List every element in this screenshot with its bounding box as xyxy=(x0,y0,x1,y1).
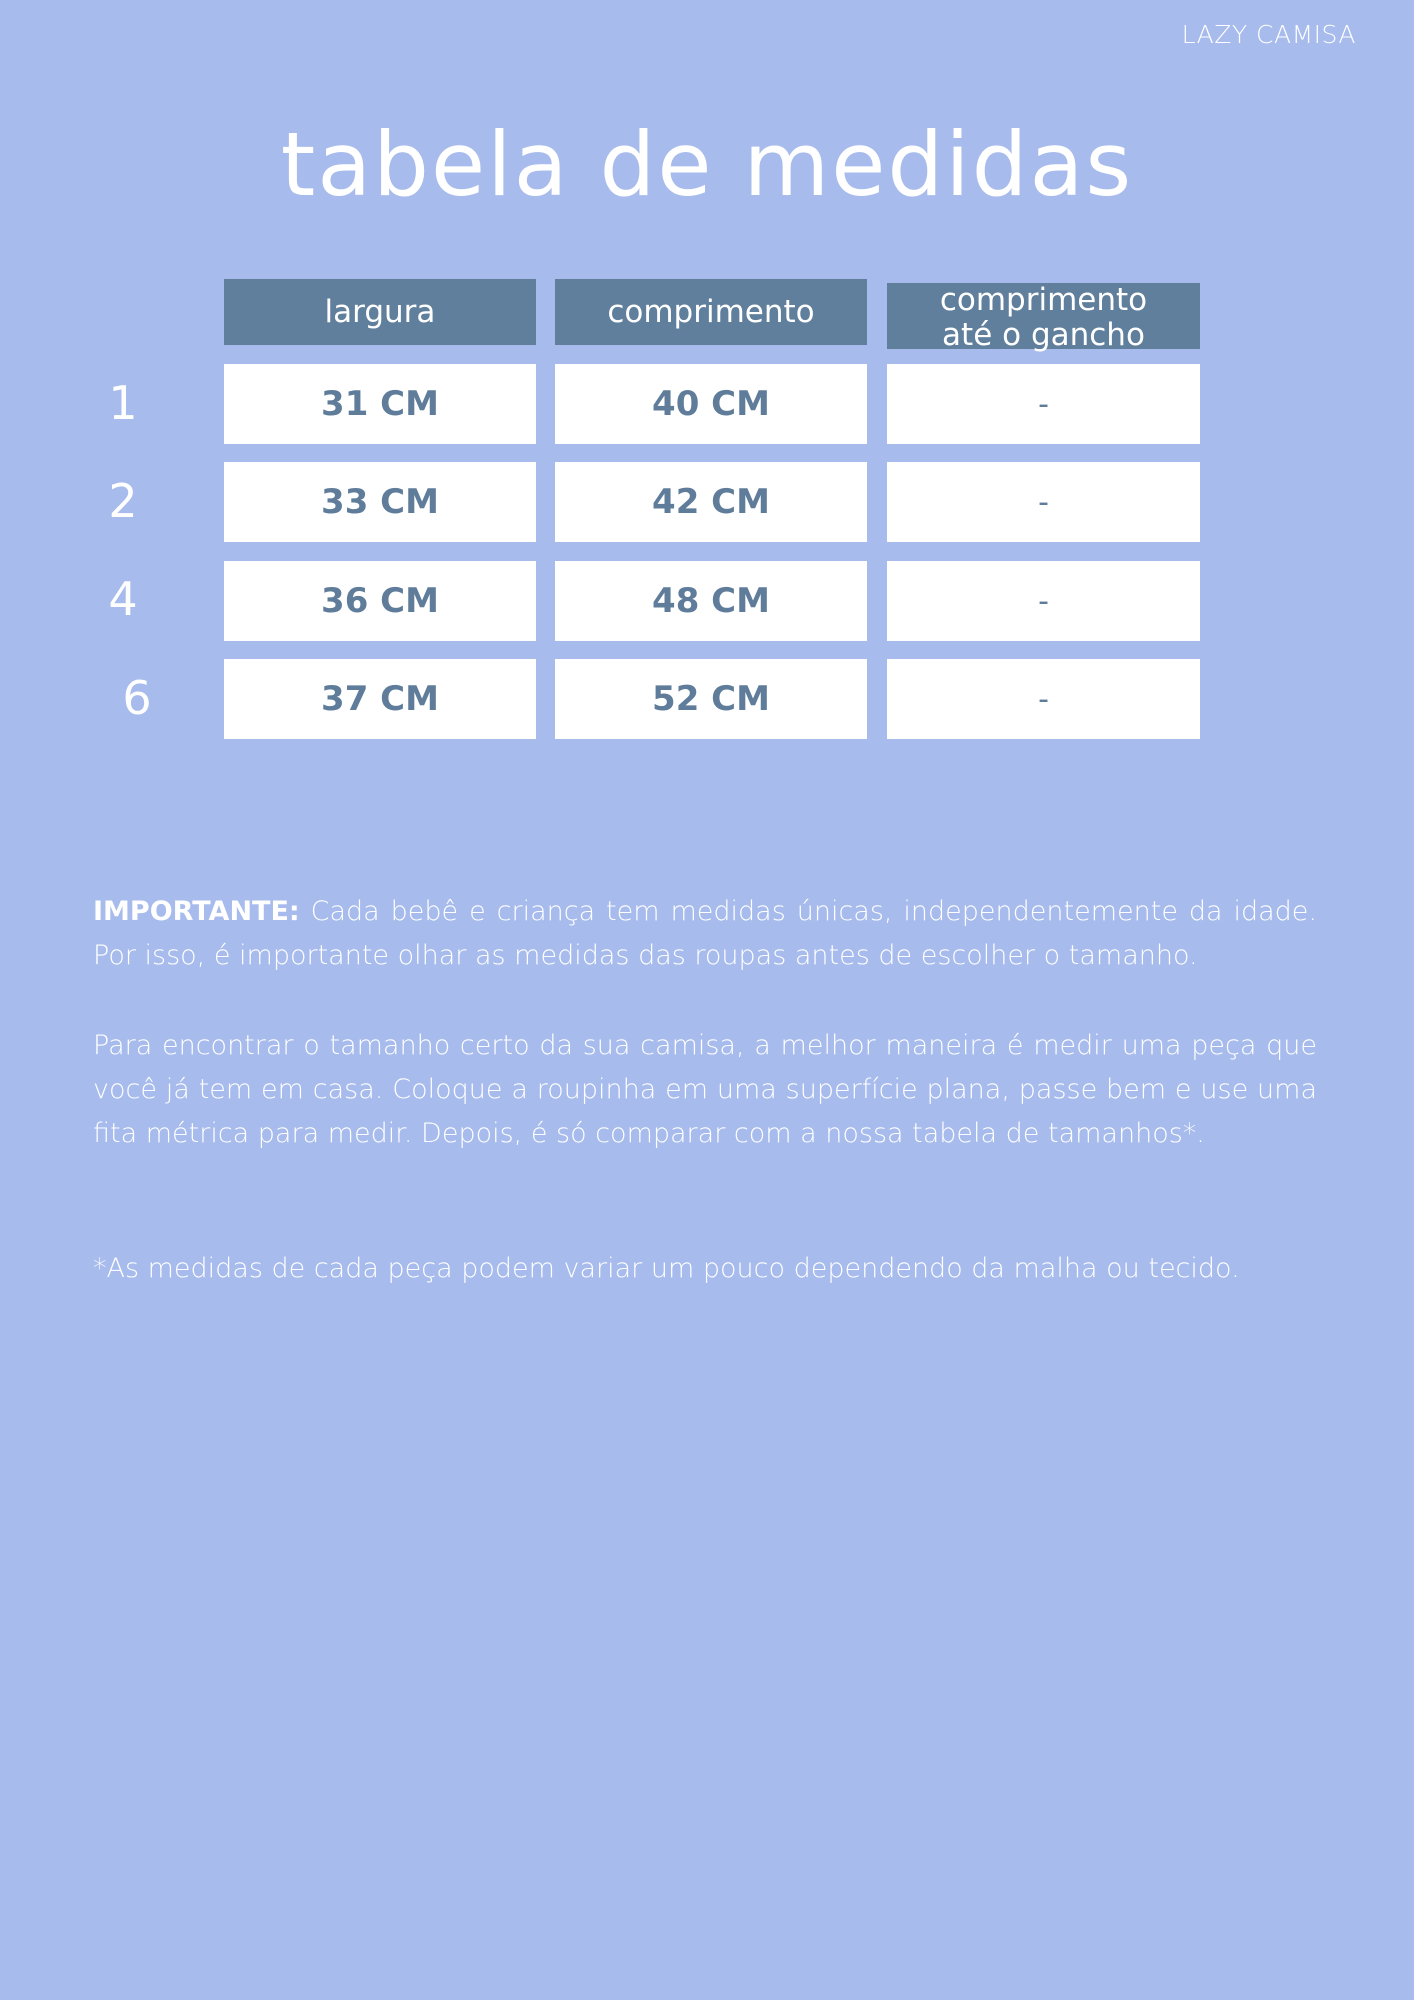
important-label: IMPORTANTE: xyxy=(93,896,300,927)
cell-crotch: - xyxy=(887,364,1200,444)
page-title: tabela de medidas xyxy=(280,113,1134,216)
cell-length: 52 CM xyxy=(555,659,867,739)
row-size-label: 2 xyxy=(108,474,138,528)
cell-width: 33 CM xyxy=(224,462,536,542)
cell-crotch: - xyxy=(887,462,1200,542)
row-size-label: 4 xyxy=(108,572,138,626)
measuring-instructions: Para encontrar o tamanho certo da sua camisa, a melhor maneira é medir uma peça que você já tem em casa. Coloque a roupinha em uma superfície plana, passe bem e use uma fita métrica para medir. Depois, é só comparar com a nossa tabela de tamanhos*. xyxy=(93,1030,1317,1149)
brand-name: LAZY CAMISA xyxy=(1181,20,1356,49)
cell-length: 40 CM xyxy=(555,364,867,444)
cell-width: 31 CM xyxy=(224,364,536,444)
cell-length: 42 CM xyxy=(555,462,867,542)
cell-crotch: - xyxy=(887,659,1200,739)
important-note xyxy=(93,890,1317,978)
row-size-label: 1 xyxy=(108,376,138,430)
footnote: *As medidas de cada peça podem variar um pouco dependendo da malha ou tecido. xyxy=(93,1253,1240,1284)
cell-length: 48 CM xyxy=(555,561,867,641)
row-size-label: 6 xyxy=(122,671,152,725)
cell-crotch: - xyxy=(887,561,1200,641)
header-width: largura xyxy=(224,279,536,345)
header-crotch-line2: até o gancho xyxy=(942,317,1145,353)
header-crotch-line1: comprimento xyxy=(939,282,1148,318)
cell-width: 36 CM xyxy=(224,561,536,641)
header-length: comprimento xyxy=(555,279,867,345)
cell-width: 37 CM xyxy=(224,659,536,739)
header-crotch-length xyxy=(887,282,1200,353)
important-text: Cada bebê e criança tem medidas únicas, independentemente da idade. Por isso, é importante olhar as medidas das roupas antes de escolher o tamanho. xyxy=(93,896,1317,971)
